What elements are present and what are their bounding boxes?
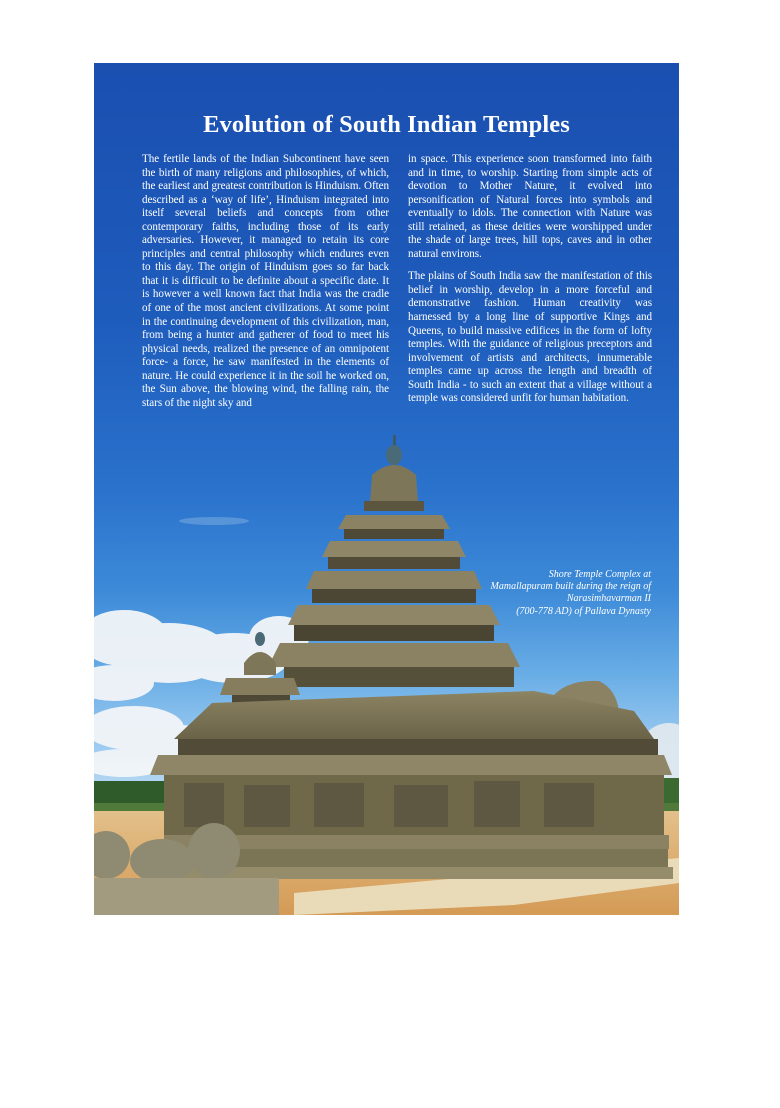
caption-line: Narasimhavarman II: [566, 593, 651, 605]
caption-line: (700-778 AD) of Pallava Dynasty: [516, 605, 651, 617]
magazine-page: [94, 63, 679, 915]
caption-line: Shore Temple Complex at: [548, 569, 651, 580]
text-column-right: [408, 153, 652, 415]
paragraph: in space. This experience soon transformed into faith and in time, to worship. Starting from simple acts of devotion to Mother Nature, it evolved into personification of Natural forces into symbols and eventually to idols. The connection with Nature was still retained, as these deities were worshipped under the shade of large trees, hill tops, caves and in other natural environs.: [408, 153, 652, 260]
photo-caption: [451, 569, 651, 618]
paragraph: The plains of South India saw the manifestation of this belief in worship, develop in a more forceful and demonstrative fashion. Human creativity was harnessed by a long line of supportive Kings and Queens, to build massive edifices in the form of lofty temples. With the guidance of religious preceptors and involvement of artists and architects, innumerable temples came up across the length and breadth of South India - to such an extent that a village without a temple was considered unfit for human habitation.: [408, 270, 652, 405]
page-title: Evolution of South Indian Temples: [203, 111, 570, 138]
caption-line: Mamallapuram built during the reign of: [490, 581, 651, 593]
temple-tower: [268, 435, 520, 687]
paragraph: The fertile lands of the Indian Subcontinent have seen the birth of many religions and philosophies, of which, the earliest and greatest contribution is Hinduism. Often described as a ‘way of life’, Hinduism integrated into itself several beliefs and concepts from other contemporary faiths, including those of its early adversaries. However, it managed to retain its core principles and central philosophy which endures even to this day. The origin of Hinduism goes so far back that it is difficult to be definite about a specific date. It is however a well known fact that India was the cradle of one of the most ancient civilizations. At some point in the continuing development of this civilization, man, from being a hunter and gatherer of food to meet his physical needs, realized the presence of an omnipotent force- a force, he saw manifested in the elements of nature. He could experience it in the soil he worked on, the Sun above, the blowing wind, the falling rain, the stars of the night sky and: [142, 153, 389, 409]
text-column-left: [142, 153, 389, 419]
